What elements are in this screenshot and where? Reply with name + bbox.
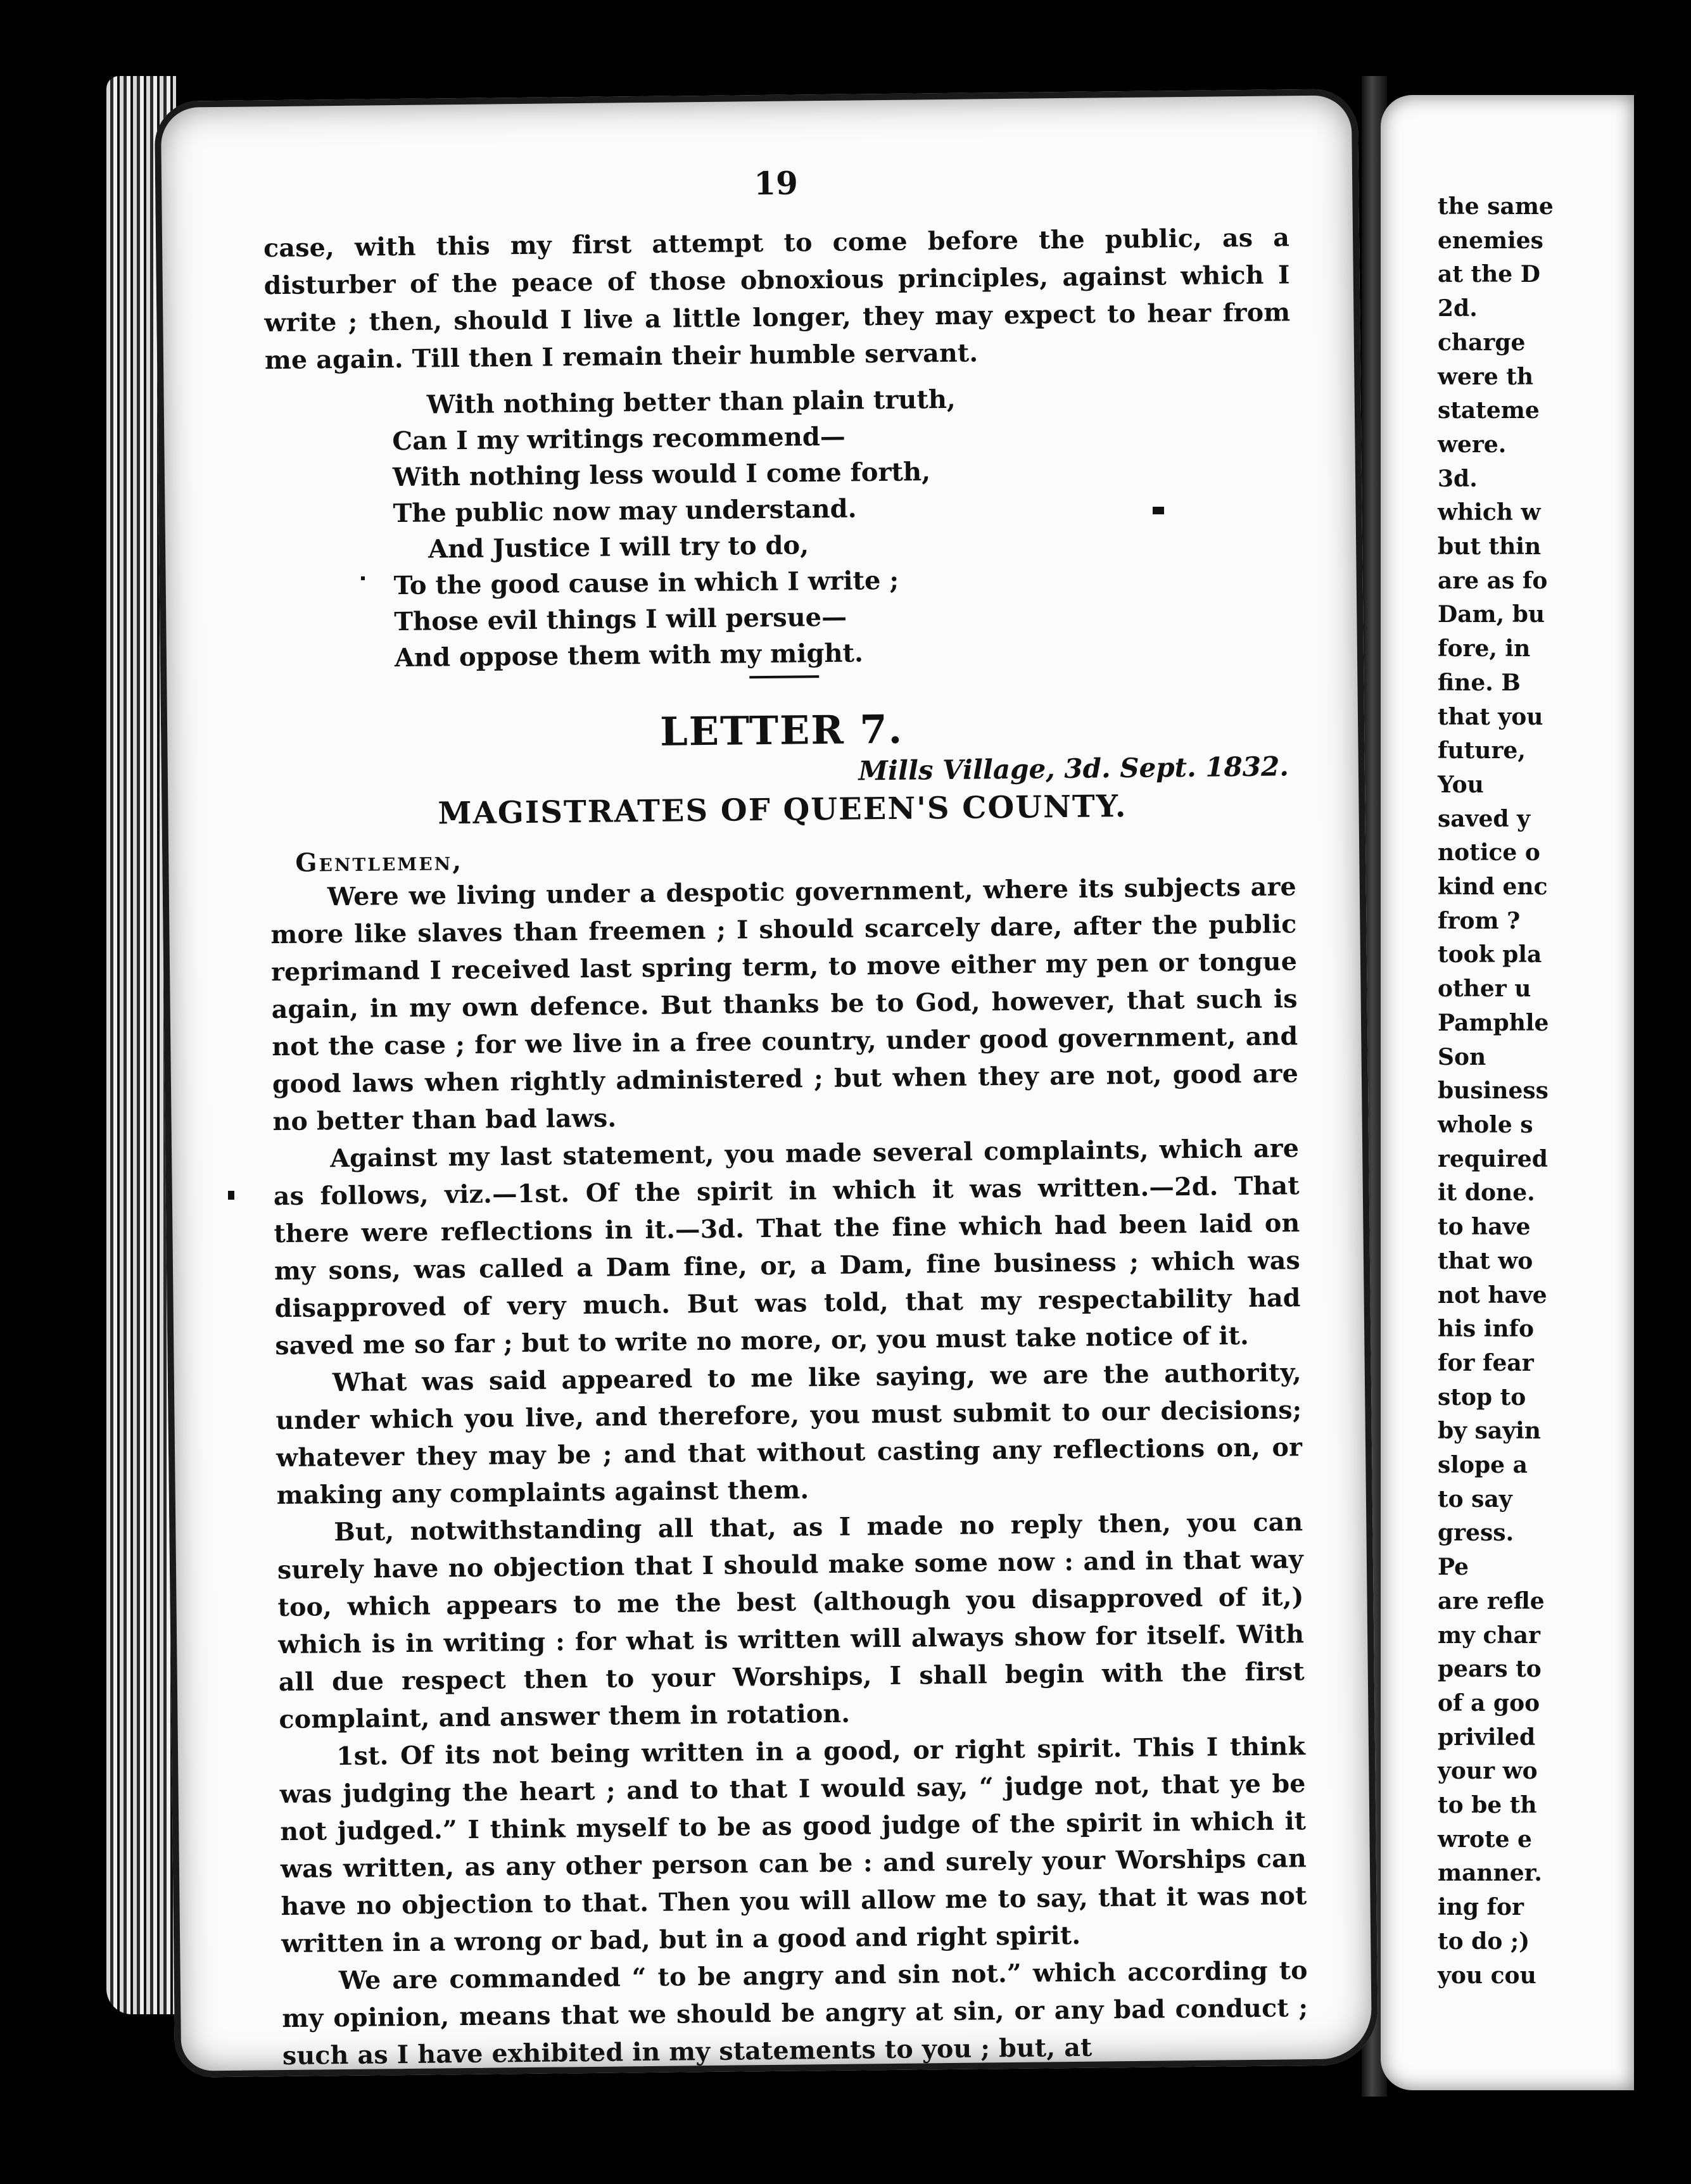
ink-speck [1153, 507, 1164, 514]
body-paragraph: What was said appeared to me like saying, we are the authority, under which you live, and therefore, you must submit to our decisions; whatever they may be ; and that without casting any reflections on, or making any complaints against them. [276, 1358, 1303, 1511]
right-page-line: were th [1438, 363, 1534, 390]
right-page-line: it done. [1438, 1179, 1535, 1207]
right-page-line: fore, in [1438, 635, 1531, 663]
right-page-line: to do ;) [1438, 1927, 1530, 1955]
right-page-line: my char [1438, 1622, 1540, 1649]
body-paragraph: 1st. Of its not being written in a good, or right spirit. This I think was judging the heart ; and to that I would say, “ judge not, that ye be not judged.” I think myself to be as good judge of the spirit in which it was written, as any other person can be : and surely your Worships can have no objection to that. Then you will allow me to say, that it was not written in a wrong or bad, but in a good and right spirit. [279, 1732, 1307, 1959]
right-page-line: of a goo [1438, 1689, 1540, 1717]
verse-line: The public now may understand. [393, 493, 857, 529]
verse-line: And Justice I will try to do, [428, 530, 809, 564]
right-page-line: charge [1438, 329, 1526, 356]
left-page [155, 89, 1379, 2078]
right-page-line: that you [1438, 703, 1543, 730]
right-page-line: 3d. [1438, 465, 1478, 492]
address-heading: MAGISTRATES OF QUEEN'S COUNTY. [438, 789, 1127, 832]
ink-speck [228, 1191, 234, 1200]
right-page-line: enemies [1438, 227, 1543, 254]
right-page-line: fine. B [1438, 669, 1521, 696]
right-page-line: your wo [1438, 1758, 1538, 1785]
right-page-line: which w [1438, 499, 1541, 526]
body-paragraph: But, notwithstanding all that, as I made no reply then, you can surely have no objection that I should make some now : and in that way too, which appears to me the best (although you disapproved of it,) which is in writing : for what is written will always show for itself. With all due respect then to your Worships, I shall begin with the first complaint, and answer them in rotation. [277, 1508, 1305, 1735]
right-page-line: but thin [1438, 533, 1542, 561]
right-page-line: wrote e [1438, 1825, 1532, 1853]
right-page-line: stop to [1438, 1383, 1526, 1411]
right-page-line: Son [1438, 1043, 1486, 1070]
body-paragraph: We are commanded “ to be angry and sin not.” which according to my opinion, means that we should be angry at sin, or any bad conduct ; such as I have exhibited in my statements to you ; but, at [282, 1956, 1308, 2071]
right-page-line: to have [1438, 1214, 1531, 1241]
right-page-line: You [1438, 771, 1484, 798]
right-page-line: 2d. [1438, 295, 1478, 322]
right-page-line: kind enc [1438, 873, 1548, 901]
divider-rule [749, 675, 819, 678]
opening-paragraph: case, with this my first attempt to come before the public, as a disturber of the peace of those obnoxious principles, against which I write ; then, should I live a little longer, they may expect to hear from me again. Till then I remain their humble servant. [263, 223, 1291, 376]
right-page-line: manner. [1438, 1860, 1542, 1887]
right-page-line: by sayin [1438, 1418, 1541, 1445]
right-page-line: business [1438, 1077, 1548, 1105]
right-page-line: the same [1438, 193, 1554, 220]
verse-line: With nothing less would I come forth, [392, 457, 931, 493]
right-page-line: priviled [1438, 1724, 1536, 1751]
right-page-line: at the D [1438, 261, 1540, 288]
right-page-line: notice o [1438, 839, 1540, 867]
right-page-line: Pamphle [1438, 1009, 1549, 1036]
right-page-line: to say [1438, 1485, 1512, 1513]
dateline: Mills Village, 3d. Sept. 1832. [858, 751, 1289, 787]
right-page-line: required [1438, 1145, 1548, 1172]
page-number: 19 [754, 164, 799, 203]
right-page-line: ing for [1438, 1894, 1524, 1921]
right-page-line: whole s [1438, 1111, 1533, 1138]
right-page-line: to be th [1438, 1792, 1537, 1819]
right-page-line: future, [1438, 737, 1526, 765]
right-page-line: from ? [1438, 907, 1521, 934]
body-paragraph: Were we living under a despotic government, where its subjects are more like slaves than freemen ; I should scarcely dare, after the public reprimand I received last spring term, to move either my pen or tongue again, in my own defence. But thanks be to God, however, that such is not the case ; for we live in a free country, under good government, and good laws when rightly administered ; but when they are not, good are no better than bad laws. [270, 872, 1299, 1137]
right-page-line: you cou [1438, 1962, 1536, 1989]
left-page-content [263, 159, 1308, 2075]
right-page-line: gress. [1438, 1520, 1514, 1547]
right-page-line: saved y [1438, 805, 1531, 832]
right-page-lines [1438, 190, 1691, 1993]
verse-line: And oppose them with my might. [394, 638, 864, 673]
right-page-line: took pla [1438, 941, 1542, 968]
letter-heading: LETTER 7. [659, 706, 904, 755]
verse-line: With nothing better than plain truth, [426, 384, 956, 420]
right-page-line: pears to [1438, 1656, 1542, 1683]
body-paragraph: Against my last statement, you made several complaints, which are as follows, viz.—1st. Of the spirit in which it was written.—2d. That there were reflections in it.—3d. That the fine which had been laid on my sons, was called a Dam fine, or, a Dam, fine business ; which was disapproved of very much. But was told, that my respectability had saved me so far ; but to write no more, or, you must take notice of it. [273, 1134, 1301, 1361]
right-page-line: that wo [1438, 1247, 1533, 1274]
right-page-line: other u [1438, 975, 1531, 1003]
right-page-line: his info [1438, 1316, 1534, 1343]
right-page-line: for fear [1438, 1349, 1534, 1376]
verse [391, 378, 1294, 682]
right-page-fragment [1381, 95, 1634, 2090]
right-page-line: Pe [1438, 1554, 1469, 1581]
ink-speck [361, 576, 365, 580]
verse-line: Can I my writings recommend— [392, 421, 846, 457]
right-page-line: slope a [1438, 1452, 1528, 1479]
right-page-line: not have [1438, 1281, 1547, 1309]
right-page-line: were. [1438, 431, 1507, 458]
right-page-line: stateme [1438, 397, 1540, 424]
salutation: Gentlemen, [295, 846, 464, 878]
right-page-line: are as fo [1438, 567, 1548, 594]
verse-line: To the good cause in which I write ; [393, 565, 899, 601]
right-page-line: are refle [1438, 1587, 1545, 1615]
right-page-line: Dam, bu [1438, 601, 1545, 628]
verse-line: Those evil things I will persue— [394, 602, 847, 637]
